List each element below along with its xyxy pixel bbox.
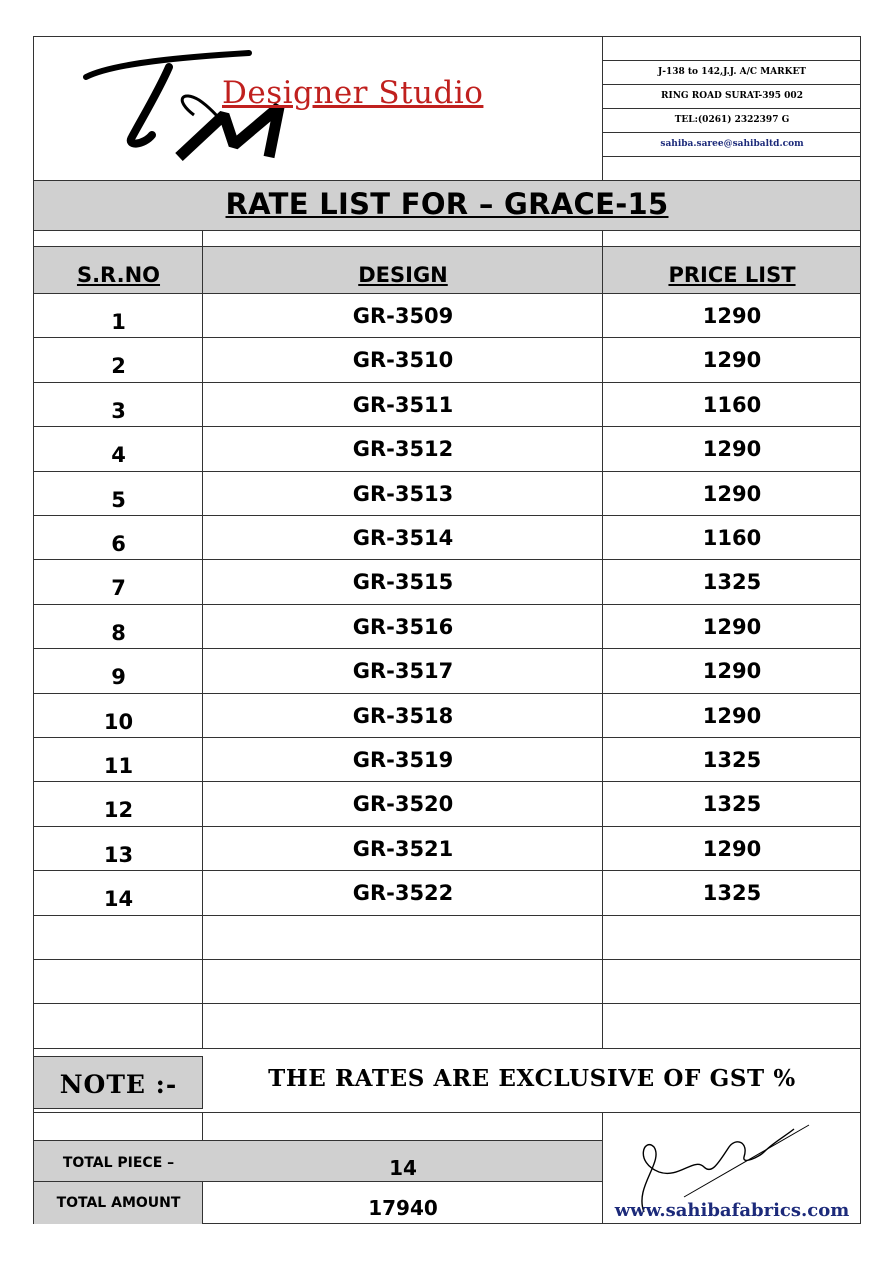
row-price: 1325: [702, 792, 762, 816]
row-srno: 10: [103, 710, 134, 734]
row-price: 1290: [702, 437, 762, 461]
row-price: 1290: [702, 304, 762, 328]
total-piece-value: 14: [389, 1156, 417, 1180]
row-srno: 7: [111, 576, 126, 600]
row-design: GR-3522: [352, 881, 454, 905]
row-srno: 13: [103, 843, 134, 867]
row-price: 1290: [702, 704, 762, 728]
total-amount-value: 17940: [368, 1196, 438, 1220]
row-design: GR-3515: [352, 570, 454, 594]
row-design: GR-3518: [352, 704, 454, 728]
rate-list-document: [33, 36, 861, 1224]
total-piece-label: TOTAL PIECE –: [62, 1155, 175, 1171]
phone-number: TEL:(0261) 2322397 G: [674, 115, 790, 125]
address-line-2: RING ROAD SURAT-395 002: [661, 91, 803, 101]
page-title: RATE LIST FOR – GRACE-15: [225, 187, 669, 221]
brand-name: Designer Studio: [222, 75, 484, 111]
row-design: GR-3513: [352, 482, 454, 506]
row-design: GR-3509: [352, 304, 454, 328]
row-price: 1290: [702, 482, 762, 506]
row-design: GR-3511: [352, 393, 454, 417]
row-srno: 11: [103, 754, 134, 778]
row-design: GR-3510: [352, 348, 454, 372]
row-srno: 9: [111, 665, 126, 689]
row-price: 1160: [702, 393, 762, 417]
row-price: 1325: [702, 748, 762, 772]
row-price: 1290: [702, 615, 762, 639]
row-srno: 14: [103, 887, 134, 911]
total-amount-label: TOTAL AMOUNT: [56, 1195, 181, 1211]
row-design: GR-3512: [352, 437, 454, 461]
row-price: 1325: [702, 881, 762, 905]
row-price: 1160: [702, 526, 762, 550]
row-design: GR-3516: [352, 615, 454, 639]
address-line-1: J-138 to 142,J.J. A/C MARKET: [657, 67, 807, 77]
row-srno: 1: [111, 310, 126, 334]
row-design: GR-3514: [352, 526, 454, 550]
row-price: 1325: [702, 570, 762, 594]
note-text: THE RATES ARE EXCLUSIVE OF GST %: [268, 1065, 796, 1092]
column-header-price: PRICE LIST: [668, 263, 796, 287]
row-srno: 6: [111, 532, 126, 556]
row-srno: 8: [111, 621, 126, 645]
row-srno: 12: [103, 798, 134, 822]
column-header-design: DESIGN: [358, 263, 448, 287]
row-design: GR-3520: [352, 792, 454, 816]
row-srno: 2: [111, 354, 126, 378]
row-design: GR-3519: [352, 748, 454, 772]
email-address: sahiba.saree@sahibaltd.com: [660, 139, 804, 149]
row-srno: 3: [111, 399, 126, 423]
row-srno: 5: [111, 488, 126, 512]
row-srno: 4: [111, 443, 126, 467]
row-design: GR-3521: [352, 837, 454, 861]
row-design: GR-3517: [352, 659, 454, 683]
row-price: 1290: [702, 348, 762, 372]
column-header-srno: S.R.NO: [76, 263, 161, 287]
row-price: 1290: [702, 837, 762, 861]
row-price: 1290: [702, 659, 762, 683]
note-label: NOTE :-: [59, 1070, 178, 1099]
website-link[interactable]: www.sahibafabrics.com: [614, 1200, 850, 1221]
